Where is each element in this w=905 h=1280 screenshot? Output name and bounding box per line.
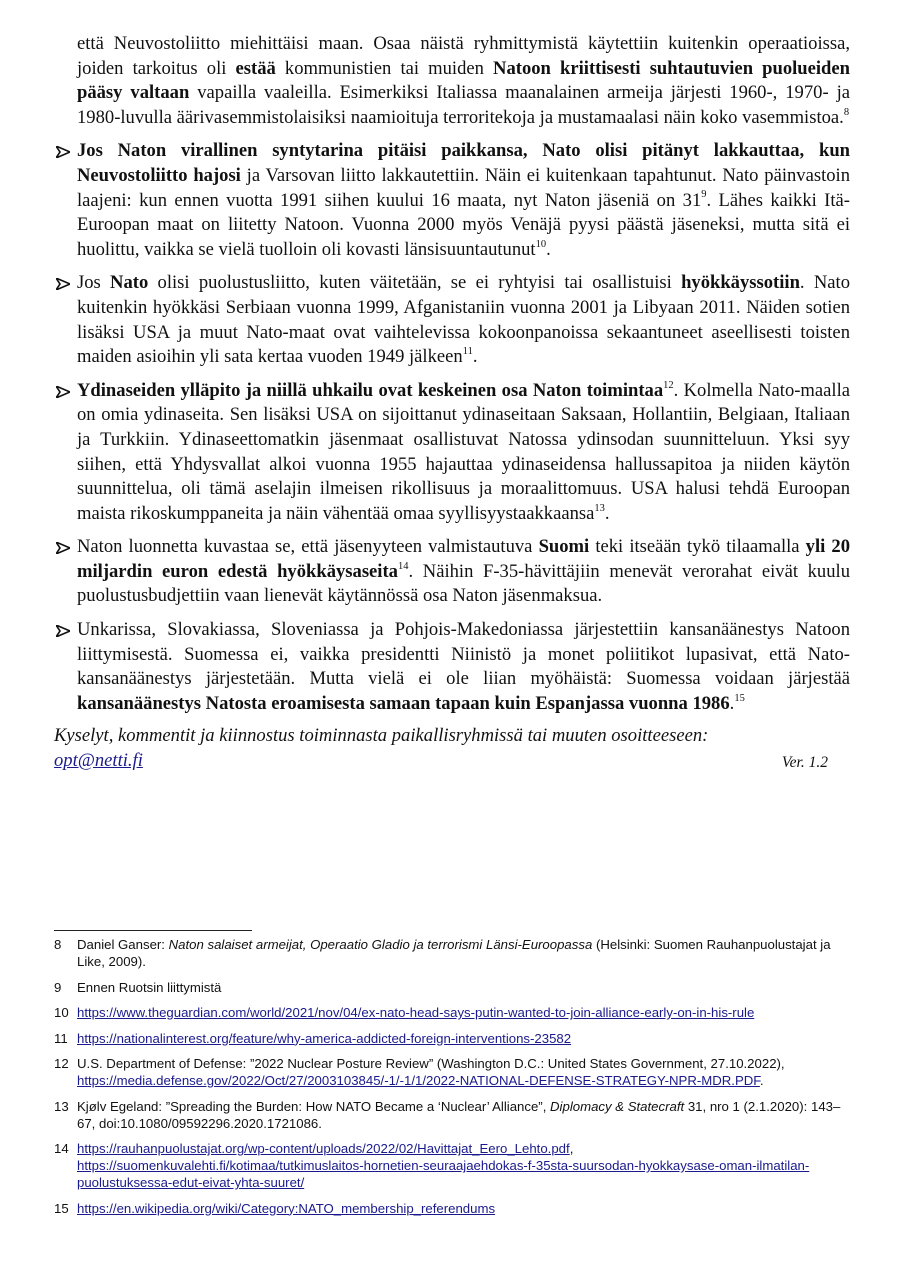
footnote-11: 11 https://nationalinterest.org/feature/why-america-addicted-foreign-interventions-23582 — [54, 1030, 572, 1046]
footnote-10: 10 https://www.theguardian.com/world/2021/nov/04/ex-nato-head-says-putin-wanted-to-join-alliance-early-on-in-his-rule — [54, 1005, 755, 1020]
closing-contact — [54, 749, 850, 773]
footnote-14: 14 https://rauhanpuolustajat.org/wp-content/uploads/2022/02/Havittajat_Eero_Lehto.pdf, https://suomenkuvalehti.fi/kotimaa/tutkimuslaitos-hornetien-seuraajaehdokas-f-35sta-suursodan-hyokkaysase-oman-ilmatilan-puolustuksessa-edut-eivat-yhta-suuret/ — [54, 1141, 810, 1190]
arrow-bullet-icon — [54, 379, 74, 399]
footnote-ref: 8 — [843, 106, 850, 118]
intro-paragraph: että Neuvostoliitto miehittäisi maan. Osaa näistä ryhmittymistä käytettiin kuitenkin operaatioissa, joiden tarkoitus oli estää kommunistien tai muiden Natoon kriittisesti suhtautuvien puolueiden pääsy valtaan vapailla vaaleilla. Esimerkiksi Italiassa maanalainen armeija järjesti 1960-, 1970- ja 1980-luvulla äärivasemmistolaisiksi naamioituja terroritekoja ja mustamaalasi näin koko vasemmistoa.$^8$ — [77, 33, 850, 128]
footnote-12: 12 U.S. Department of Defense: ”2022 Nuclear Posture Review” (Washington D.C.: United States Government, 27.10.2022), https://media.defense.gov/2022/Oct/27/2003103845/-1/-1/1/2022-NATIONAL-DEFENSE-STRATEGY-NPR-MDR.PDF. — [54, 1056, 785, 1088]
footnote-15: 15 https://en.wikipedia.org/wiki/Category:NATO_membership_referendums — [54, 1200, 496, 1216]
footnote-9: 9 Ennen Ruotsin liittymistä — [54, 979, 222, 995]
footnote-12-link[interactable]: https://media.defense.gov/2022/Oct/27/2003103845/-1/-1/1/2022-NATIONAL-DEFENSE-STRATEGY-NPR-MDR.PDF — [77, 1073, 760, 1088]
closing-text: Kyselyt, kommentit ja kiinnostus toiminnasta paikallisryhmissä tai muuten osoitteeseen: — [54, 725, 709, 747]
footnote-divider — [54, 930, 252, 931]
arrow-bullet-icon — [54, 535, 74, 555]
footnote-8: 8 Daniel Ganser: Naton salaiset armeijat, Operaatio Gladio ja terrorismi Länsi-Euroopassa (Helsinki: Suomen Rauhanpuolustajat ja Like, 2009). — [54, 937, 831, 969]
bullet-paragraph-5: Unkarissa, Slovakiassa, Sloveniassa ja Pohjois-Makedoniassa järjestettiin kansanäänestys Natoon liittymisestä. Suomessa ei, vaikka presidentti Niinistö ja monet poliitikot lupasivat, että Nato-kansanäänestys järjestetään. Mutta vielä ei ole liian myöhäistä: Suomessa voidaan järjestää kansanäänestys Natosta eroamisesta samaan tapaan kuin Espanjassa vuonna 1986.15 — [54, 618, 850, 716]
body-text — [54, 32, 850, 773]
bullet-paragraph-3: Ydinaseiden ylläpito ja niillä uhkailu ovat keskeinen osa Naton toimintaa$^{12}$. Kolmella Nato-maalla on omia ydinaseita. Sen lisäksi USA on sijoittanut ydinaseitaan Saksaan, Hollantiin, Belgiaan, Italiaan ja Turkkiin. Ydinaseettomatkin jäsenmaat osallistuvat Natossa ydinsodan suunnitteluun. Yksi syy siihen, että Yhdysvallat alkoi vuonna 1955 hajauttaa ydinaseidensa hallussapitoa ja niiden käytön suunnittelua, oli tämä aselajin ilmeisen rikollisuus ja moraalittomuus. USA halusi tehdä Euroopan maista rikoskumppaneita ja näin vähentää omaa syyllisyystaakkaansa$^{13}$. — [54, 379, 850, 527]
arrow-bullet-icon — [54, 618, 74, 638]
version-label: Ver. 1.2 — [781, 754, 828, 772]
footnote-15-link[interactable]: https://en.wikipedia.org/wiki/Category:NATO_membership_referendums — [77, 1200, 496, 1216]
footnotes — [54, 936, 854, 1225]
bullet-paragraph-4: Naton luonnetta kuvastaa se, että jäsenyyteen valmistautuva Suomi teki itseään tykö tilaamalla yli 20 miljardin euron edestä hyökkäysaseita$^{14}$. Näihin F-35-hävittäjiin menevät verorahat eivät kuulu puolustusbudjettiin vaan lienevät käytännössä osa Naton jäsenmaksua. — [54, 535, 850, 609]
bullet-paragraph-2: Jos Nato olisi puolustusliitto, kuten väitetään, se ei ryhtyisi tai osallistuisi hyökkäyssotiin. Nato kuitenkin hyökkäsi Serbiaan vuonna 1999, Afganistaniin vuonna 2001 ja Libyaan 2011. Näiden sotien lisäksi USA ja muut Nato-maat ovat vaihtelevissa kokoonpanoissa sekaantuneet aseellisesti toisten maiden asioihin yli sata kertaa vuoden 1949 jälkeen$^{11}$. — [54, 271, 850, 369]
email-link[interactable]: opt@netti.fi — [54, 750, 143, 772]
footnote-14-link-1[interactable]: https://rauhanpuolustajat.org/wp-content/uploads/2022/02/Havittajat_Eero_Lehto.pdf — [77, 1141, 570, 1156]
footnote-10-link[interactable]: https://www.theguardian.com/world/2021/nov/04/ex-nato-head-says-putin-wanted-to-join-alliance-early-on-in-his-rule — [77, 1005, 755, 1020]
footnote-11-link[interactable]: https://nationalinterest.org/feature/why-america-addicted-foreign-interventions-23582 — [77, 1030, 572, 1046]
footnote-14-link-2[interactable]: https://suomenkuvalehti.fi/kotimaa/tutkimuslaitos-hornetien-seuraajaehdokas-f-35sta-suursodan-hyokkaysase-oman-ilmatilan-puolustuksessa-edut-eivat-yhta-suuret/ — [77, 1158, 810, 1190]
arrow-bullet-icon — [54, 271, 74, 291]
bullet-paragraph-1: Jos Naton virallinen syntytarina pitäisi paikkansa, Nato olisi pitänyt lakkauttaa, kun Neuvostoliitto hajosi ja Varsovan liitto lakkautettiin. Näin ei kuitenkaan tapahtunut. Nato päinvastoin laajeni: kun ennen vuotta 1991 siihen kuului 16 maata, nyt Naton jäseniä on $31^9$. Lähes kaikki Itä-Euroopan maat on liitetty Natoon. Vuonna 2000 myös Venäjä pyysi päästä jäseneksi, mutta sitä ei huolittu, vaikka se vielä tuolloin oli kovasti länsisuuntautunut$^{10}$. — [54, 139, 850, 262]
footnote-13: 13 Kjølv Egeland: ”Spreading the Burden: How NATO Became a ‘Nuclear’ Alliance”, Diplomacy & Statecraft 31, nro 1 (2.1.2020): 143–67, doi:10.1080/09592296.2020.1721086. — [54, 1098, 841, 1131]
arrow-bullet-icon — [54, 139, 74, 159]
